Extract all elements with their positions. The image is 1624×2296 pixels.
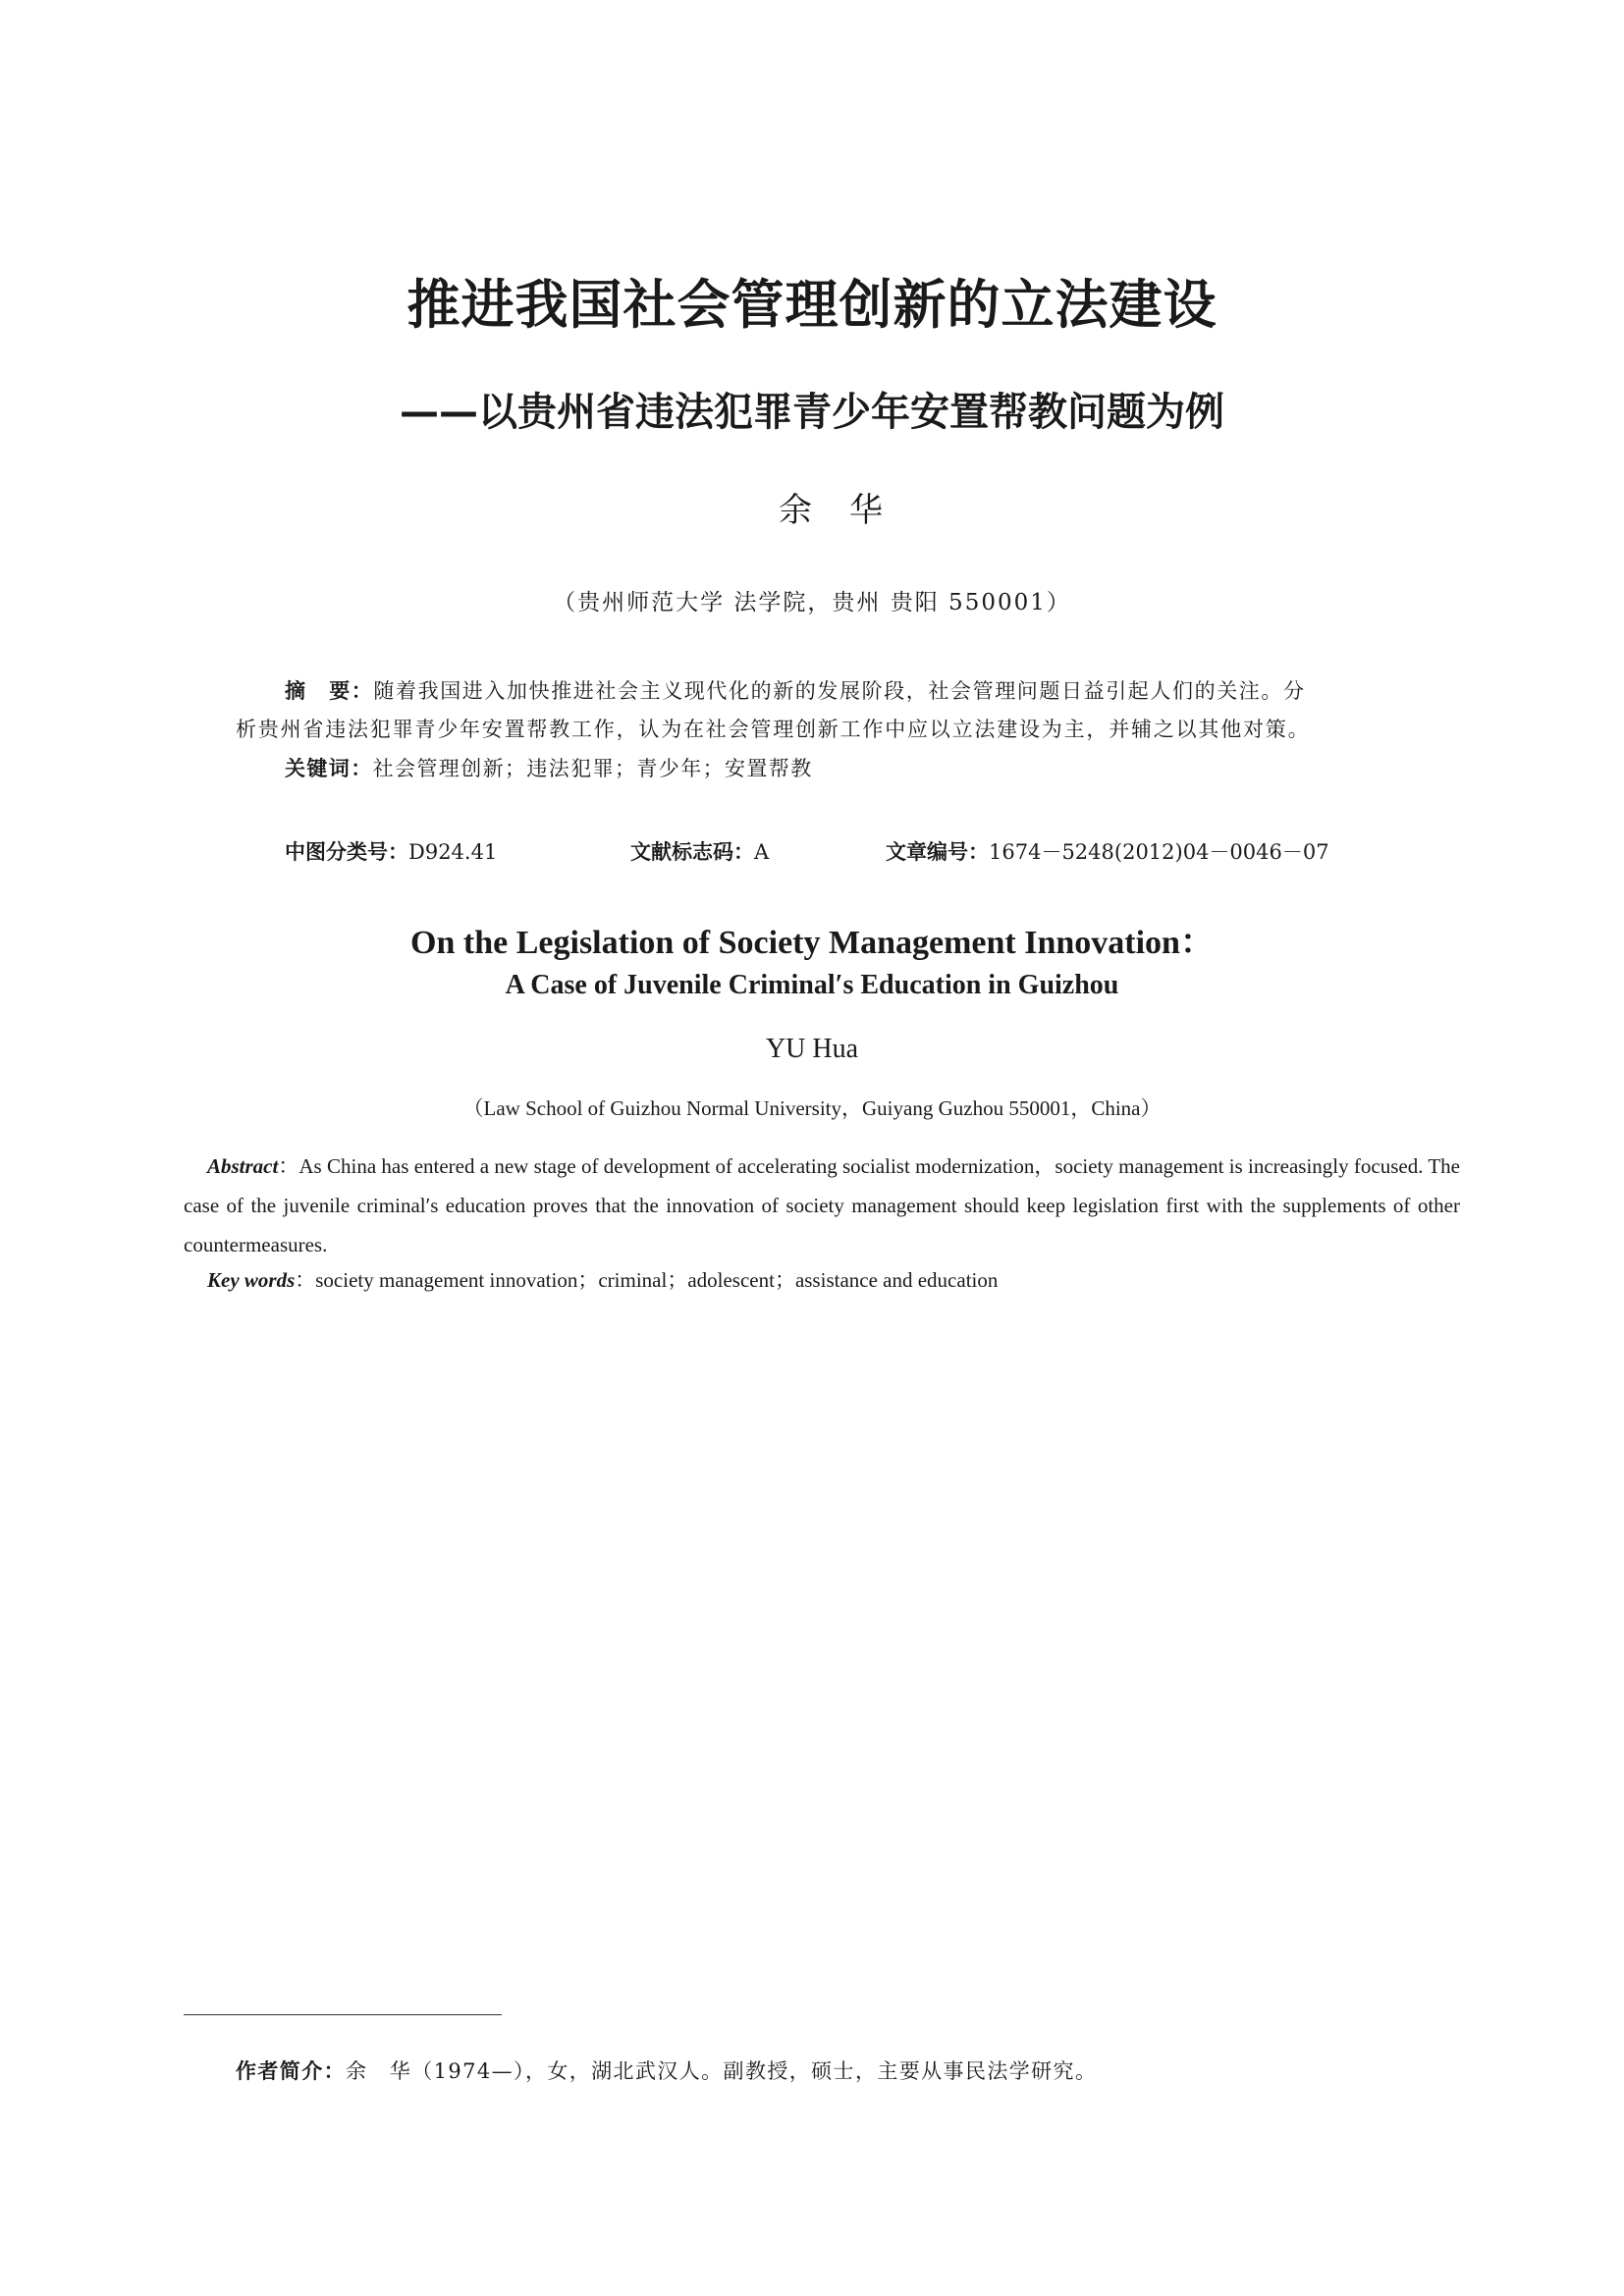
abstract-en bbox=[184, 1147, 1460, 1264]
document-code-value: A bbox=[754, 840, 770, 864]
abstract-cn-label: 摘 要： bbox=[285, 679, 374, 703]
keywords-en bbox=[207, 1264, 998, 1294]
keywords-cn bbox=[285, 753, 813, 782]
keywords-en-separator: ： bbox=[295, 1268, 316, 1292]
abstract-cn-line-2: 析贵州省违法犯罪青少年安置帮教工作，认为在社会管理创新工作中应以立法建设为主，并辅之以其他对策。 bbox=[236, 718, 1311, 741]
keywords-en-label: Key words bbox=[207, 1268, 296, 1292]
footnote-label: 作者简介： bbox=[236, 2059, 346, 2083]
author-footnote bbox=[236, 2056, 1097, 2085]
document-code bbox=[630, 836, 769, 866]
paper-subtitle-cn: ——以贵州省违法犯罪青少年安置帮教问题为例 bbox=[400, 390, 1224, 435]
keywords-cn-text: 社会管理创新；违法犯罪；青少年；安置帮教 bbox=[372, 757, 813, 780]
paper-subtitle-en: A Case of Juvenile Criminal′s Education in Guizhou bbox=[505, 970, 1119, 1000]
abstract-cn-text-1: 随着我国进入加快推进社会主义现代化的新的发展阶段，社会管理问题日益引起人们的关注。分 bbox=[373, 679, 1306, 703]
article-number-value: 1674－5248(2012)04－0046－07 bbox=[989, 840, 1329, 864]
keywords-en-text: society management innovation；criminal；adolescent；assistance and education bbox=[315, 1268, 999, 1292]
paper-title-en: On the Legislation of Society Management Innovation： bbox=[410, 925, 1214, 961]
footnote-divider bbox=[184, 2014, 502, 2015]
abstract-en-text: As China has entered a new stage of development of accelerating socialist modernization，society management is increasingly focused. The case of the juvenile criminal′s education proves that the innovation of society management should keep legislation first with the supplements of other countermeasures. bbox=[184, 1154, 1461, 1256]
affiliation-cn: （贵州师范大学 法学院，贵州 贵阳 550001） bbox=[553, 590, 1071, 615]
article-number-label: 文章编号： bbox=[886, 840, 989, 864]
clc-number bbox=[285, 836, 497, 866]
footnote-text: 余 华（1974—），女，湖北武汉人。副教授，硕士，主要从事民法学研究。 bbox=[346, 2059, 1098, 2083]
clc-value: D924.41 bbox=[408, 840, 498, 864]
paper-title-cn: 推进我国社会管理创新的立法建设 bbox=[406, 274, 1218, 336]
clc-label: 中图分类号： bbox=[285, 840, 408, 864]
author-name-cn: 余华 bbox=[779, 491, 920, 530]
author-name-en: YU Hua bbox=[765, 1034, 859, 1064]
affiliation-en: （Law School of Guizhou Normal University，Guiyang Guzhou 550001，China） bbox=[462, 1096, 1162, 1120]
document-code-label: 文献标志码： bbox=[630, 840, 754, 864]
keywords-cn-label: 关键词： bbox=[285, 757, 373, 780]
abstract-cn-line-1 bbox=[285, 675, 1306, 705]
abstract-en-label: Abstract bbox=[207, 1154, 279, 1178]
abstract-en-separator: ： bbox=[278, 1154, 299, 1178]
article-number bbox=[886, 836, 1329, 866]
